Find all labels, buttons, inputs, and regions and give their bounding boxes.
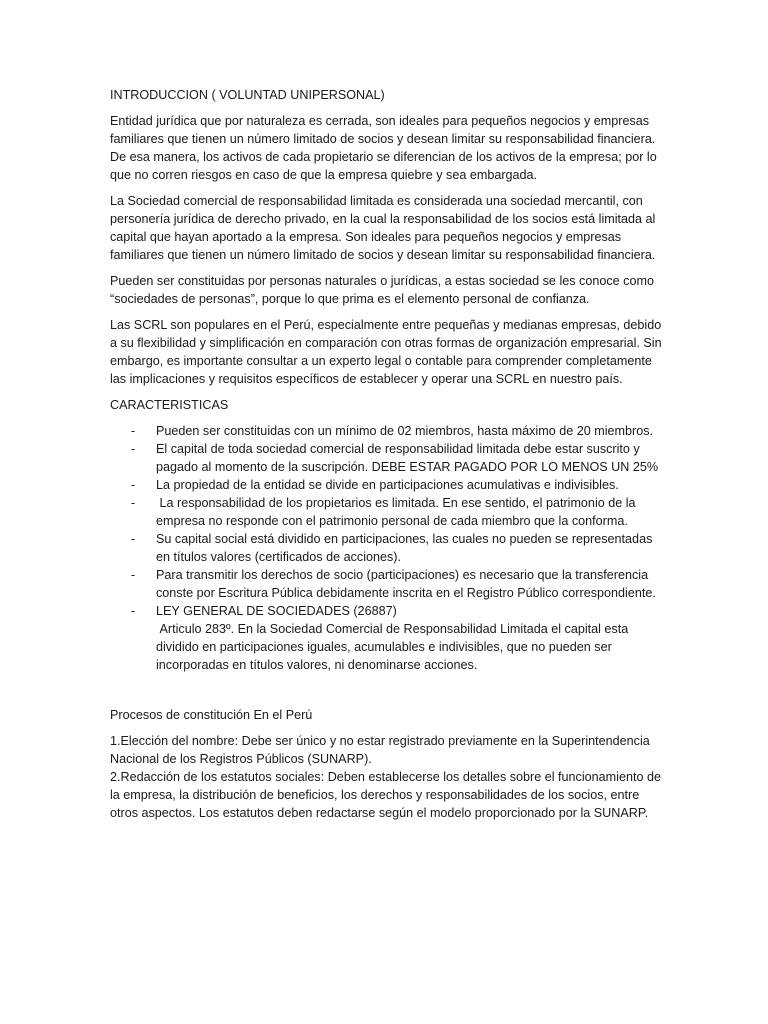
document-page [110, 86, 662, 822]
intro-paragraph-3: Pueden ser constituidas por personas naturales o jurídicas, a estas sociedad se les conoce como “sociedades de personas”, porque lo que prima es el elemento personal de confianza. [110, 274, 654, 306]
caracteristicas-list [110, 422, 662, 674]
bullet-dash: - [131, 442, 136, 456]
process-step-2: 2.Redacción de los estatutos sociales: Deben establecerse los detalles sobre el funcionamiento de la empresa, la distribución de beneficios, los derechos y responsabilidades de los socios, entre otros aspectos. Los estatutos deben redactarse según el modelo proporcionado por la SUNARP. [110, 770, 661, 820]
bullet-dash: - [131, 568, 136, 582]
list-item [110, 476, 662, 494]
intro-paragraph-2: La Sociedad comercial de responsabilidad limitada es considerada una sociedad mercantil, con personería jurídica de derecho privado, en la cual la responsabilidad de los socios está limitada al capital que hayan aportado a la empresa. Son ideales para pequeños negocios y empresas familiares que tienen un número limitado de socios y desean limitar su responsabilidad financiera. [110, 194, 656, 262]
intro-paragraph-4: Las SCRL son populares en el Perú, especialmente entre pequeñas y medianas empresas, debido a su flexibilidad y simplificación en comparación con otras formas de organización empresarial. Sin embargo, es importante consultar a un experto legal o contable para comprender completamente las implicaciones y requisitos específicos de establecer y operar una SCRL en nuestro país. [110, 318, 662, 386]
list-item [110, 566, 662, 602]
bullet-dash: - [131, 478, 136, 492]
procesos-steps [110, 732, 662, 822]
list-item [110, 530, 662, 566]
section-spacer [110, 680, 662, 706]
list-item-text: El capital de toda sociedad comercial de responsabilidad limitada debe estar suscrito y pagado al momento de la suscripción. DEBE ESTAR PAGADO POR LO MENOS UN 25% [156, 442, 659, 474]
list-item-text: Para transmitir los derechos de socio (participaciones) es necesario que la transferencia conste por Escritura Pública debidamente inscrita en el Registro Público correspondiente. [156, 568, 656, 600]
bullet-dash: - [131, 496, 136, 510]
intro-paragraph-1: Entidad jurídica que por naturaleza es cerrada, son ideales para pequeños negocios y empresas familiares que tienen un número limitado de socios y desean limitar su responsabilidad financiera. De esa manera, los activos de cada propietario se diferencian de los activos de la empresa; por lo que no corren riesgos en caso de que la empresa quiebre y sea embargada. [110, 114, 657, 182]
list-item [110, 440, 662, 476]
intro-heading: INTRODUCCION ( VOLUNTAD UNIPERSONAL) [110, 88, 385, 102]
bullet-dash: - [131, 532, 136, 546]
process-step-1: 1.Elección del nombre: Debe ser único y no estar registrado previamente en la Superintendencia Nacional de los Registros Públicos (SUNARP). [110, 734, 650, 766]
list-item [110, 494, 662, 530]
law-article-text: Articulo 283º. En la Sociedad Comercial de Responsabilidad Limitada el capital esta dividido en participaciones iguales, acumulables e indivisibles, que no pueden ser incorporadas en títulos valores, ni denominarse acciones. [156, 622, 632, 672]
list-item-text: Pueden ser constituidas con un mínimo de 02 miembros, hasta máximo de 20 miembros. [156, 424, 653, 438]
caracteristicas-heading: CARACTERISTICAS [110, 398, 229, 412]
list-item-text: La responsabilidad de los propietarios es limitada. En ese sentido, el patrimonio de la empresa no responde con el patrimonio personal de cada miembro que la conforma. [156, 496, 640, 528]
bullet-dash: - [131, 604, 136, 618]
list-item-text: Su capital social está dividido en participaciones, las cuales no pueden se representadas en títulos valores (certificados de acciones). [156, 532, 653, 564]
list-item-law [110, 602, 662, 674]
list-item [110, 422, 662, 440]
law-title: LEY GENERAL DE SOCIEDADES (26887) [156, 604, 397, 618]
procesos-heading: Procesos de constitución En el Perú [110, 708, 313, 722]
list-item-text: La propiedad de la entidad se divide en participaciones acumulativas e indivisibles. [156, 478, 619, 492]
bullet-dash: - [131, 424, 136, 438]
